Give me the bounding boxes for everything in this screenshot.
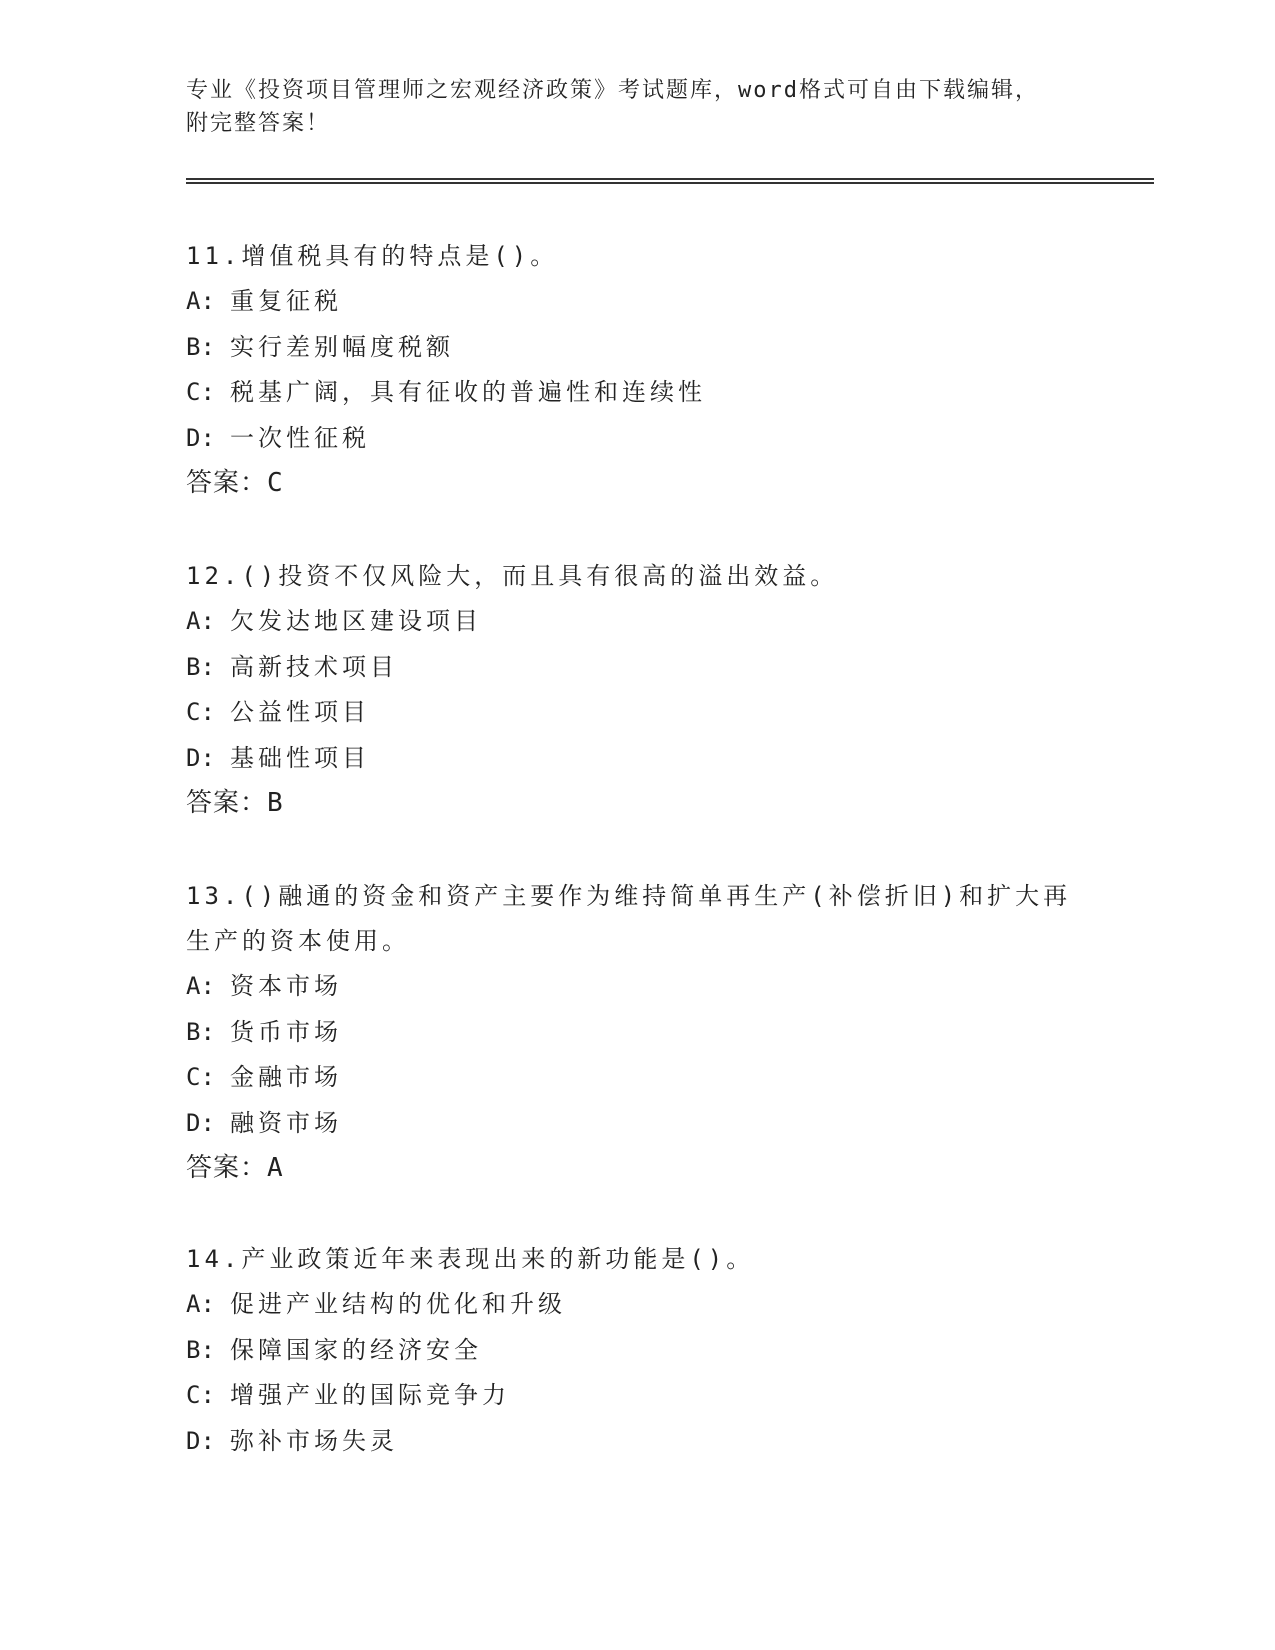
option-text: 税基广阔，具有征收的普遍性和连续性 xyxy=(230,378,706,406)
answer-value: A xyxy=(267,1153,284,1183)
option-letter: D: xyxy=(186,1108,215,1137)
answer-line xyxy=(186,1146,1086,1192)
option-b xyxy=(186,325,1086,371)
option-letter: A: xyxy=(186,972,215,1000)
question-title: 12.()投资不仅风险大，而且具有很高的溢出效益。 xyxy=(186,562,839,590)
option-letter: A: xyxy=(186,287,215,315)
question-14 xyxy=(186,1237,1086,1464)
option-letter: C: xyxy=(186,378,215,406)
option-b xyxy=(186,1010,1086,1056)
header-divider-bottom xyxy=(186,182,1154,184)
header-line-2: 附完整答案！ xyxy=(186,111,331,136)
header-line-1: 专业《投资项目管理师之宏观经济政策》考试题库，word格式可自由下载编辑， xyxy=(186,78,1039,103)
option-text: 基础性项目 xyxy=(230,743,370,772)
option-letter: D: xyxy=(186,1426,215,1455)
option-a xyxy=(186,279,1086,325)
option-letter: B: xyxy=(186,332,215,361)
answer-line xyxy=(186,461,1086,507)
option-text: 欠发达地区建设项目 xyxy=(230,607,482,635)
option-d xyxy=(186,736,1086,782)
option-b xyxy=(186,645,1086,691)
option-letter: C: xyxy=(186,1381,215,1409)
answer-label: 答案： xyxy=(186,788,268,818)
option-d xyxy=(186,1101,1086,1147)
option-a xyxy=(186,964,1086,1010)
question-title: 13.()融通的资金和资产主要作为维持简单再生产(补偿折旧)和扩大再生产的资本使用。 xyxy=(186,882,1072,955)
answer-value: C xyxy=(267,468,284,498)
option-text: 增强产业的国际竞争力 xyxy=(230,1381,510,1409)
question-12 xyxy=(186,554,1086,827)
option-text: 公益性项目 xyxy=(230,698,370,726)
option-c xyxy=(186,1373,1086,1419)
option-d xyxy=(186,1419,1086,1465)
option-text: 融资市场 xyxy=(230,1108,342,1137)
option-text: 一次性征税 xyxy=(230,423,370,452)
option-text: 保障国家的经济安全 xyxy=(230,1335,482,1364)
option-letter: C: xyxy=(186,698,215,726)
option-c xyxy=(186,1055,1086,1101)
option-c xyxy=(186,370,1086,416)
option-text: 高新技术项目 xyxy=(230,652,398,681)
option-letter: D: xyxy=(186,743,215,772)
option-letter: C: xyxy=(186,1063,215,1091)
option-text: 货币市场 xyxy=(230,1017,342,1046)
answer-line xyxy=(186,781,1086,827)
answer-label: 答案： xyxy=(186,1153,268,1183)
answer-value: B xyxy=(267,788,284,818)
option-letter: A: xyxy=(186,607,215,635)
option-letter: B: xyxy=(186,652,215,681)
option-letter: A: xyxy=(186,1290,215,1318)
question-13 xyxy=(186,874,1086,1192)
document-header xyxy=(186,74,1086,140)
option-text: 重复征税 xyxy=(230,287,342,315)
option-b xyxy=(186,1328,1086,1374)
option-text: 资本市场 xyxy=(230,972,342,1000)
answer-label: 答案： xyxy=(186,468,268,498)
option-letter: D: xyxy=(186,423,215,452)
option-letter: B: xyxy=(186,1335,215,1364)
header-divider-top xyxy=(186,178,1154,180)
option-text: 金融市场 xyxy=(230,1063,342,1091)
option-text: 促进产业结构的优化和升级 xyxy=(230,1290,566,1318)
question-title: 14.产业政策近年来表现出来的新功能是()。 xyxy=(186,1245,755,1273)
option-text: 弥补市场失灵 xyxy=(230,1426,398,1455)
option-letter: B: xyxy=(186,1017,215,1046)
option-text: 实行差别幅度税额 xyxy=(230,332,454,361)
option-d xyxy=(186,416,1086,462)
option-a xyxy=(186,1282,1086,1328)
option-a xyxy=(186,599,1086,645)
question-title: 11.增值税具有的特点是()。 xyxy=(186,242,559,270)
option-c xyxy=(186,690,1086,736)
question-11 xyxy=(186,234,1086,507)
